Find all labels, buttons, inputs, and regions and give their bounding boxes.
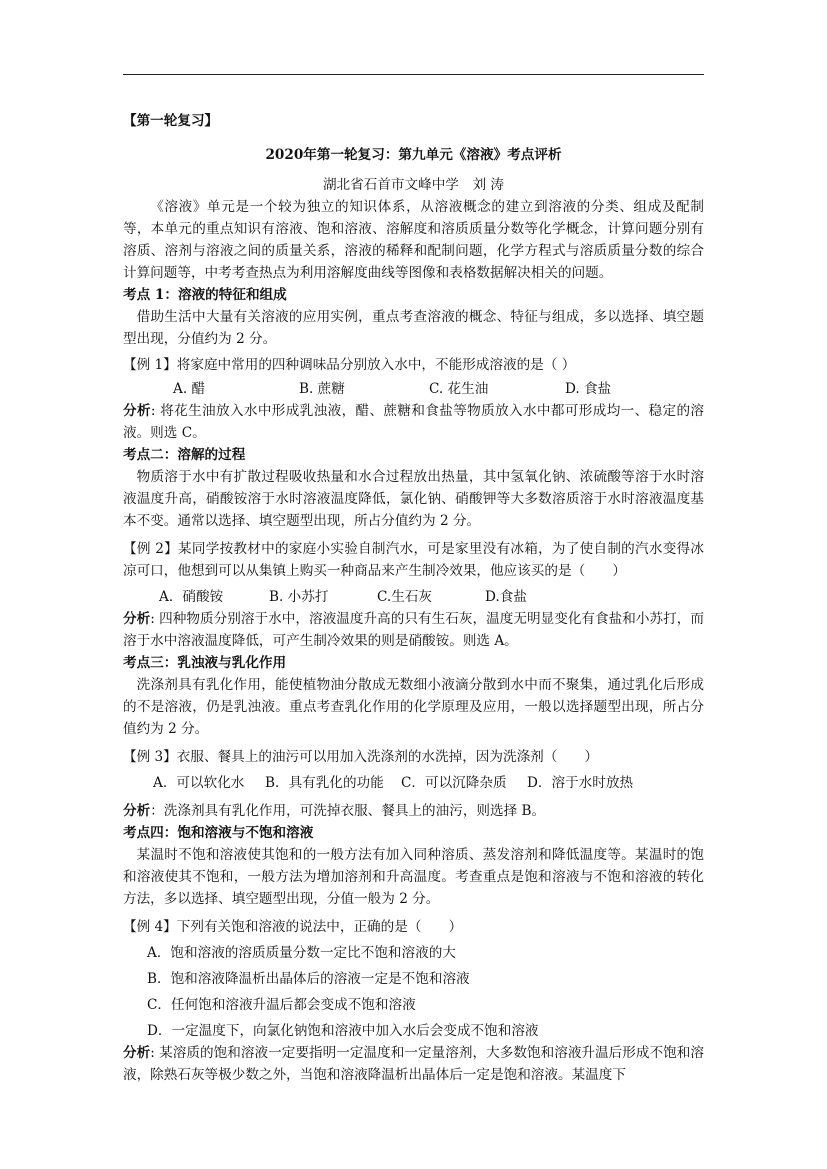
option: C.生石灰 [377,589,433,605]
analysis [123,1042,704,1086]
section-body: 某温时不饱和溶液使其饱和的一般方法有加入同种溶质、蒸发溶剂和降低温度等。某温时的饱和溶液使其不饱和，一般方法为增加溶剂和升高温度。考查重点是饱和溶液与不饱和溶液的转化方法，多以选择、填空题型出现，分值一般为 2 分。 [123,847,704,907]
option: D．溶于水时放热 [527,775,634,791]
analysis-text: : 某溶质的饱和溶液一定要指明一定温度和一定量溶剂，大多数饱和溶液升温后形成不饱和溶液，除熟石灰等极少数之外，当饱和溶液降温析出晶体后一定是饱和溶液。某温度下 [123,1045,704,1083]
example-question: 【例 4】下列有关饱和溶液的说法中，正确的是（ ） [123,919,463,935]
option: A. 醋 [173,381,206,397]
example-question: 【例 3】衣服、餐具上的油污可以用加入洗涤剂的水洗掉，因为洗涤剂（ ） [123,749,599,765]
analysis-label: 分析 [123,1045,151,1061]
section-body: 借助生活中大量有关溶液的应用实例，重点考查溶液的概念、特征与组成，多以选择、填空题型出现，分值约为 2 分。 [123,309,704,347]
option: B．饱和溶液降温析出晶体后的溶液一定是不饱和溶液 [147,971,470,987]
option: B. 蔗糖 [299,381,345,397]
option: D．一定温度下，向氯化钠饱和溶液中加入水后会变成不饱和溶液 [147,1023,539,1039]
page-title: 2020年第一轮复习：第九单元《溶液》考点评析 [265,147,562,163]
section-heading: 考点 1：溶液的特征和组成 [123,287,287,303]
section-heading: 考点三：乳浊液与乳化作用 [123,655,287,671]
option: A．饱和溶液的溶质质量分数一定比不饱和溶液的大 [147,945,456,961]
option-row [123,378,704,400]
analysis-text: : 四种物质分别溶于水中，溶液温度升高的只有生石灰，温度无明显变化有食盐和小苏打，而溶于水中溶液温度降低，可产生制冷效果的则是硝酸铵。则选 A。 [123,611,704,649]
section-body: 物质溶于水中有扩散过程吸收热量和水合过程放出热量，其中氢氧化钠、浓硫酸等溶于水时溶液温度升高，硝酸铵溶于水时溶液温度降低，氯化钠、硝酸钾等大多数溶质溶于水时溶液温度基本不变。通常以选择、填空题型出现，所占分值约为 2 分。 [123,469,704,529]
option: C．可以沉降杂质 [401,775,507,791]
example-question: 【例 1】将家庭中常用的四种调味品分别放入水中，不能形成溶液的是（ ） [123,357,576,373]
option: B．具有乳化的功能 [265,775,384,791]
analysis [123,608,704,652]
option: D.食盐 [485,589,527,605]
section-body: 洗涤剂具有乳化作用，能使植物油分散成无数细小液滴分散到水中而不聚集，通过乳化后形成的不是溶液，仍是乳浊液。重点考查乳化作用的化学原理及应用，一般以选择题型出现，所占分值约为 2 分。 [123,677,704,737]
intro-paragraph: 《溶液》单元是一个较为独立的知识体系，从溶液概念的建立到溶液的分类、组成及配制等，本单元的重点知识有溶液、饱和溶液、溶解度和溶质质量分数等化学概念，计算问题分别有溶质、溶剂与溶液之间的质量关系，溶液的稀释和配制问题，化学方程式与溶质质量分数的综合计算问题等，中考考查热点为利用溶解度曲线等图像和表格数据解决相关的问题。 [123,199,704,281]
option: B. 小苏打 [269,589,329,605]
analysis-label: 分析 [123,403,151,419]
option: A．可以软化水 [153,775,245,791]
option: C．任何饱和溶液升温后都会变成不饱和溶液 [147,997,416,1013]
analysis-text: ：洗涤剂具有乳化作用，可洗掉衣服、餐具上的油污，则选择 B。 [150,803,546,819]
header-rule [123,74,704,75]
example-question: 【例 2】某同学按教材中的家庭小实验自制汽水，可是家里没有冰箱，为了使自制的汽水变得冰凉可口，他想到可以从集镇上购买一种商品来产生制冷效果，他应该买的是（ ） [123,541,704,579]
option-row [123,586,704,608]
analysis [123,400,704,444]
document-page [123,110,704,1086]
series-label: 【第一轮复习】 [123,113,219,129]
option-row [123,772,704,794]
analysis-label: 分析 [123,611,151,627]
section-heading: 考点二：溶解的过程 [123,447,246,463]
analysis-label: 分析 [123,803,151,819]
option: A．硝酸铵 [159,589,224,605]
analysis [123,800,704,822]
author-line: 湖北省石首市文峰中学 刘 涛 [322,177,505,193]
option: C. 花生油 [429,381,489,397]
section-heading: 考点四：饱和溶液与不饱和溶液 [123,825,314,841]
analysis-text: : 将花生油放入水中形成乳浊液，醋、蔗糖和食盐等物质放入水中都可形成均一、稳定的溶液。则选 C。 [123,403,705,441]
option: D. 食盐 [565,381,612,397]
